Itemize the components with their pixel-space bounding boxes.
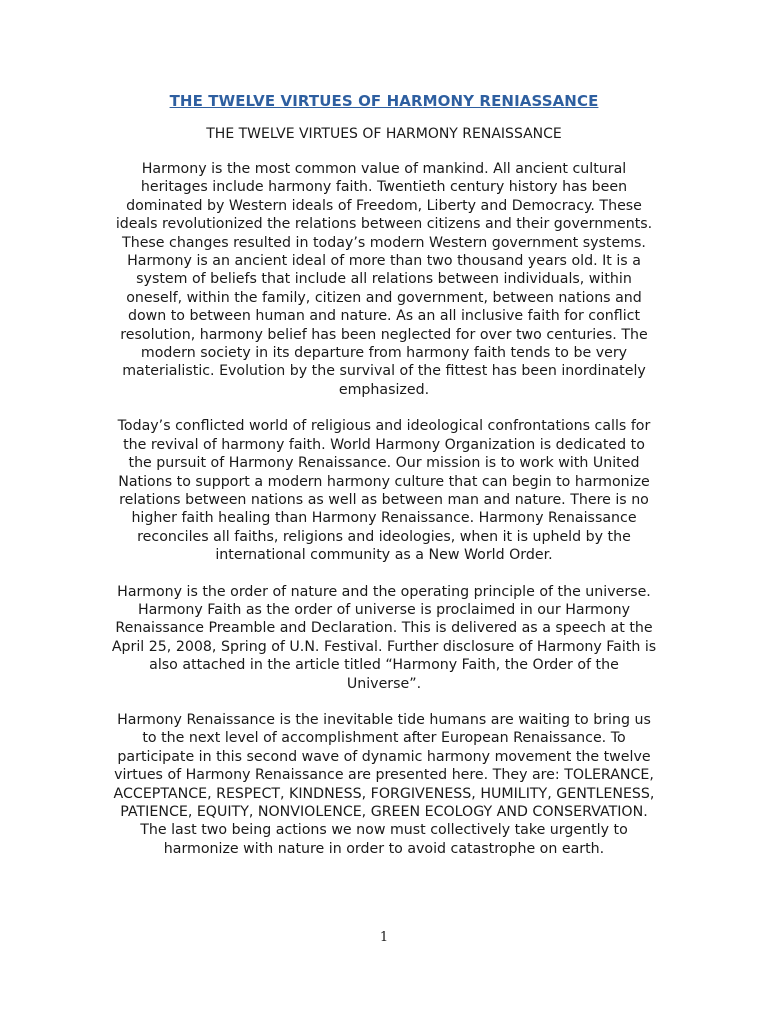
paragraph-1: Harmony is the most common value of mankind. All ancient cultural heritages include harmony faith. Twentieth century history has been dominated by Western ideals of Freedom, Liberty and Democracy. These ideals revolutionized the relations between citizens and their governments. These changes resulted in today’s modern Western government systems. Harmony is an ancient ideal of more than two thousand years old. It is a system of beliefs that include all relations between individuals, within oneself, within the family, citizen and government, between nations and down to between human and nature. As an all inclusive faith for conflict resolution, harmony belief has been neglected for over two centuries. The modern society in its departure from harmony faith tends to be very materialistic. Evolution by the survival of the fittest has been inordinately emphasized. bbox=[115, 161, 653, 398]
paragraph-2: Today’s conflicted world of religious and ideological confrontations calls for the revival of harmony faith. World Harmony Organization is dedicated to the pursuit of Harmony Renaissance. Our mission is to work with United Nations to support a modern harmony culture that can begin to harmonize relations between nations as well as between man and nature. There is no higher faith healing than Harmony Renaissance. Harmony Renaissance reconciles all faiths, religions and ideologies, when it is upheld by the international community as a New World Order. bbox=[117, 418, 651, 564]
paragraph-4: Harmony Renaissance is the inevitable tide humans are waiting to bring us to the next level of accomplishment after European Renaissance. To participate in this second wave of dynamic harmony movement the twelve virtues of Harmony Renaissance are presented here. They are: TOLERANCE, ACCEPTANCE, RESPECT, KINDNESS, FORGIVENESS, HUMILITY, GENTLENESS, PATIENCE, EQUITY, NONVIOLENCE, GREEN ECOLOGY AND CONSERVATION. The last two being actions we now must collectively take urgently to harmonize with nature in order to avoid catastrophe on earth. bbox=[113, 711, 655, 857]
document-title: THE TWELVE VIRTUES OF HARMONY RENIASSANCE bbox=[169, 92, 599, 110]
document-subtitle: THE TWELVE VIRTUES OF HARMONY RENAISSANCE bbox=[206, 126, 562, 142]
paragraph-3: Harmony is the order of nature and the operating principle of the universe. Harmony Faith as the order of universe is proclaimed in our Harmony Renaissance Preamble and Declaration. This is delivered as a speech at the April 25, 2008, Spring of U.N. Festival. Further disclosure of Harmony Faith is also attached in the article titled “Harmony Faith, the Order of the Universe”. bbox=[111, 583, 657, 692]
page-number: 1 bbox=[379, 930, 389, 945]
